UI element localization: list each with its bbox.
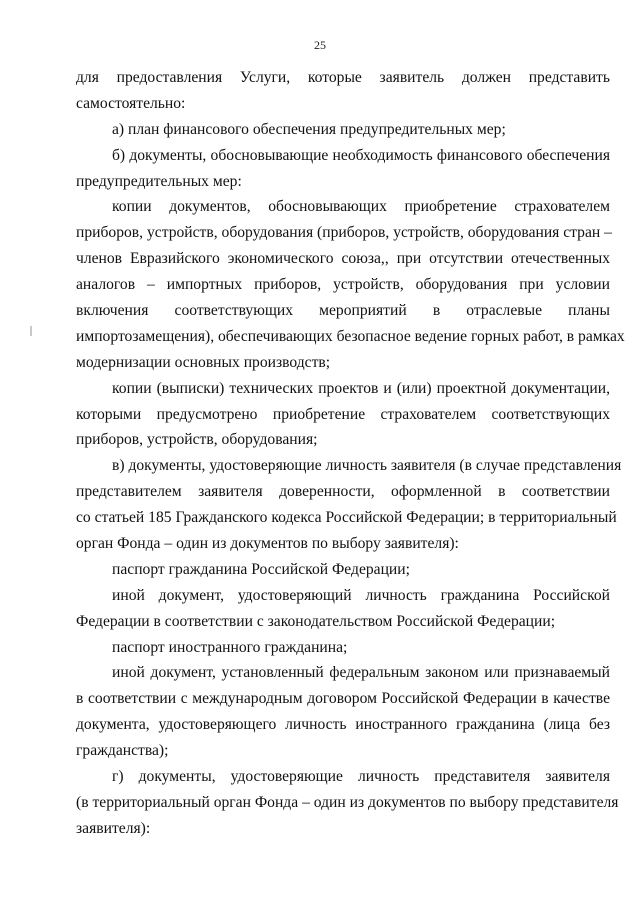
text-line: г) документы, удостоверяющие личность представителя заявителя	[112, 768, 610, 786]
text-line: копии (выписки) технических проектов и (или) проектной документации,	[112, 379, 610, 397]
text-line: импортозамещения), обеспечивающих безопасное ведение горных работ, в рамках	[76, 327, 625, 345]
text-line: включения соответствующих мероприятий в отраслевые планы	[76, 302, 610, 320]
text-line: которыми предусмотрено приобретение страхователем соответствующих	[76, 405, 610, 423]
text-line: приборов, устройств, оборудования (приборов, устройств, оборудования стран –	[76, 224, 612, 242]
text-line: паспорт гражданина Российской Федерации;	[112, 560, 410, 578]
text-line: орган Фонда – один из документов по выбору заявителя):	[76, 535, 459, 553]
document-body	[76, 65, 625, 842]
page-number: 25	[314, 38, 326, 52]
text-line: гражданства);	[76, 742, 169, 760]
text-line: со статьей 185 Гражданского кодекса Российской Федерации; в территориальный	[76, 509, 617, 527]
text-line: документа, удостоверяющего личность иностранного гражданина (лица без	[76, 716, 610, 734]
margin-mark	[30, 326, 32, 336]
text-line: предупредительных мер:	[76, 172, 242, 190]
text-line: паспорт иностранного гражданина;	[112, 638, 348, 656]
text-line: в) документы, удостоверяющие личность заявителя (в случае представления	[112, 457, 622, 475]
text-line: приборов, устройств, оборудования;	[76, 431, 318, 449]
text-line: представителем заявителя доверенности, оформленной в соответствии	[76, 483, 610, 501]
text-line: заявителя):	[76, 819, 151, 837]
text-line: для предоставления Услуги, которые заявитель должен представить	[76, 69, 610, 86]
text-line: иной документ, удостоверяющий личность гражданина Российской	[112, 586, 610, 604]
text-line: модернизации основных производств;	[76, 353, 331, 371]
text-line: самостоятельно:	[76, 94, 186, 112]
text-line: аналогов – импортных приборов, устройств, оборудования при условии	[76, 276, 610, 294]
text-line: в соответствии с международным договором Российской Федерации в качестве	[76, 690, 610, 708]
text-line: а) план финансового обеспечения предупредительных мер;	[112, 120, 506, 138]
text-line: (в территориальный орган Фонда – один из документов по выбору представителя	[76, 793, 619, 811]
text-line: копии документов, обосновывающих приобретение страхователем	[112, 198, 610, 216]
text-line: иной документ, установленный федеральным законом или признаваемый	[112, 664, 610, 682]
text-line: б) документы, обосновывающие необходимость финансового обеспечения	[112, 146, 610, 164]
text-line: членов Евразийского экономического союза,, при отсутствии отечественных	[76, 250, 610, 268]
text-line: Федерации в соответствии с законодательством Российской Федерации;	[76, 612, 556, 630]
